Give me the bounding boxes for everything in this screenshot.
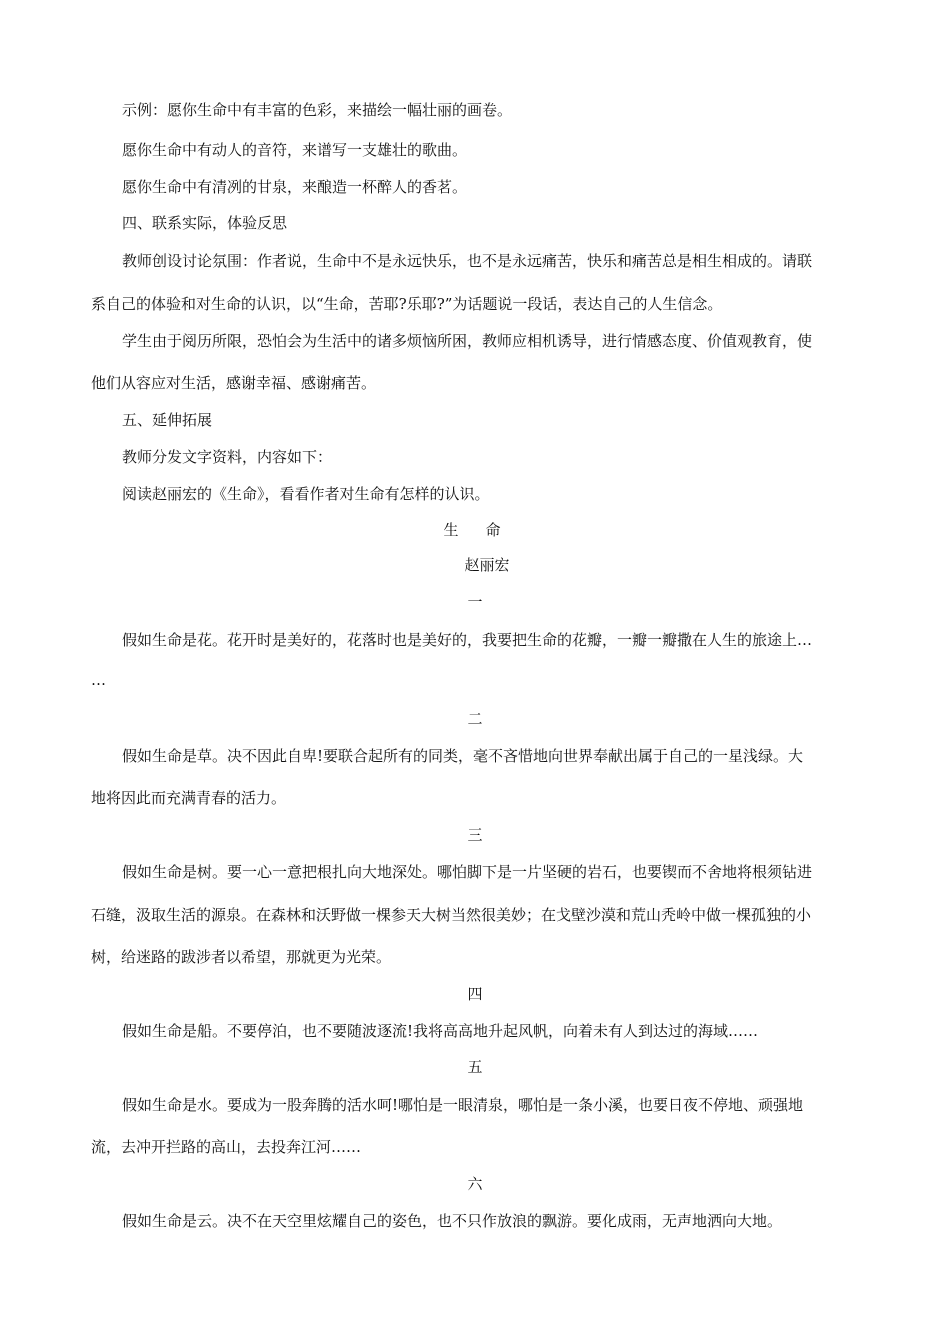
paragraph-line: 系自己的体验和对生命的认识，以“生命，苦耶?乐耶?”为话题说一段话，表达自己的人生信念。	[91, 295, 723, 313]
paragraph-line: 学生由于阅历所限，恐怕会为生活中的诸多烦恼所困，教师应相机诱导，进行情感态度、价值观教育，使	[122, 332, 813, 350]
paragraph-line: 阅读赵丽宏的《生命》，看看作者对生命有怎样的认识。	[122, 485, 490, 503]
poem-line: 假如生命是草。决不因此自卑!要联合起所有的同类，毫不吝惜地向世界奉献出属于自己的一星浅绿。大	[122, 747, 804, 765]
poem-author: 赵丽宏	[464, 556, 510, 574]
poem-line: 地将因此而充满青春的活力。	[91, 789, 287, 807]
paragraph-line: 教师分发文字资料，内容如下：	[122, 448, 333, 466]
section-heading-4: 四、联系实际，体验反思	[122, 214, 288, 232]
poem-line: 假如生命是花。花开时是美好的，花落时也是美好的，我要把生命的花瓣，一瓣一瓣撒在人生的旅途上…	[122, 631, 813, 649]
poem-title: 生 命	[443, 521, 507, 539]
section-number: 四	[467, 985, 483, 1003]
poem-line: 假如生命是水。要成为一股奔腾的活水呵!哪怕是一眼清泉，哪怕是一条小溪，也要日夜不停地、顽强地	[122, 1096, 804, 1114]
poem-line: 流，去冲开拦路的高山，去投奔江河……	[91, 1138, 362, 1156]
section-number: 二	[467, 710, 483, 728]
section-number: 三	[467, 826, 483, 844]
example-line-3: 愿你生命中有清冽的甘泉，来酿造一杯醉人的香茗。	[122, 178, 468, 196]
poem-line: 树，给迷路的跋涉者以希望，那就更为光荣。	[91, 948, 392, 966]
section-number: 一	[467, 593, 483, 611]
poem-line: 假如生命是船。不要停泊，也不要随波逐流!我将高高地升起风帆，向着未有人到达过的海域……	[122, 1022, 759, 1040]
section-number: 五	[467, 1058, 483, 1076]
paragraph-line: 教师创设讨论氛围：作者说，生命中不是永远快乐，也不是永远痛苦，快乐和痛苦总是相生相成的。请联	[122, 252, 813, 270]
section-number: 六	[467, 1175, 483, 1193]
poem-line: …	[91, 671, 106, 689]
poem-line: 假如生命是云。决不在天空里炫耀自己的姿色，也不只作放浪的飘游。要化成雨，无声地洒向大地。	[122, 1212, 783, 1230]
section-heading-5: 五、延伸拓展	[122, 411, 213, 429]
poem-line: 石缝，汲取生活的源泉。在森林和沃野做一棵参天大树当然很美妙；在戈壁沙漠和荒山秃岭中做一棵孤独的小	[91, 906, 812, 924]
poem-line: 假如生命是树。要一心一意把根扎向大地深处。哪怕脚下是一片坚硬的岩石，也要锲而不舍地将根须钻进	[122, 863, 813, 881]
example-line-2: 愿你生命中有动人的音符，来谱写一支雄壮的歌曲。	[122, 141, 468, 159]
example-line-1: 示例：愿你生命中有丰富的色彩，来描绘一幅壮丽的画卷。	[122, 101, 513, 119]
paragraph-line: 他们从容应对生活，感谢幸福、感谢痛苦。	[91, 374, 377, 392]
